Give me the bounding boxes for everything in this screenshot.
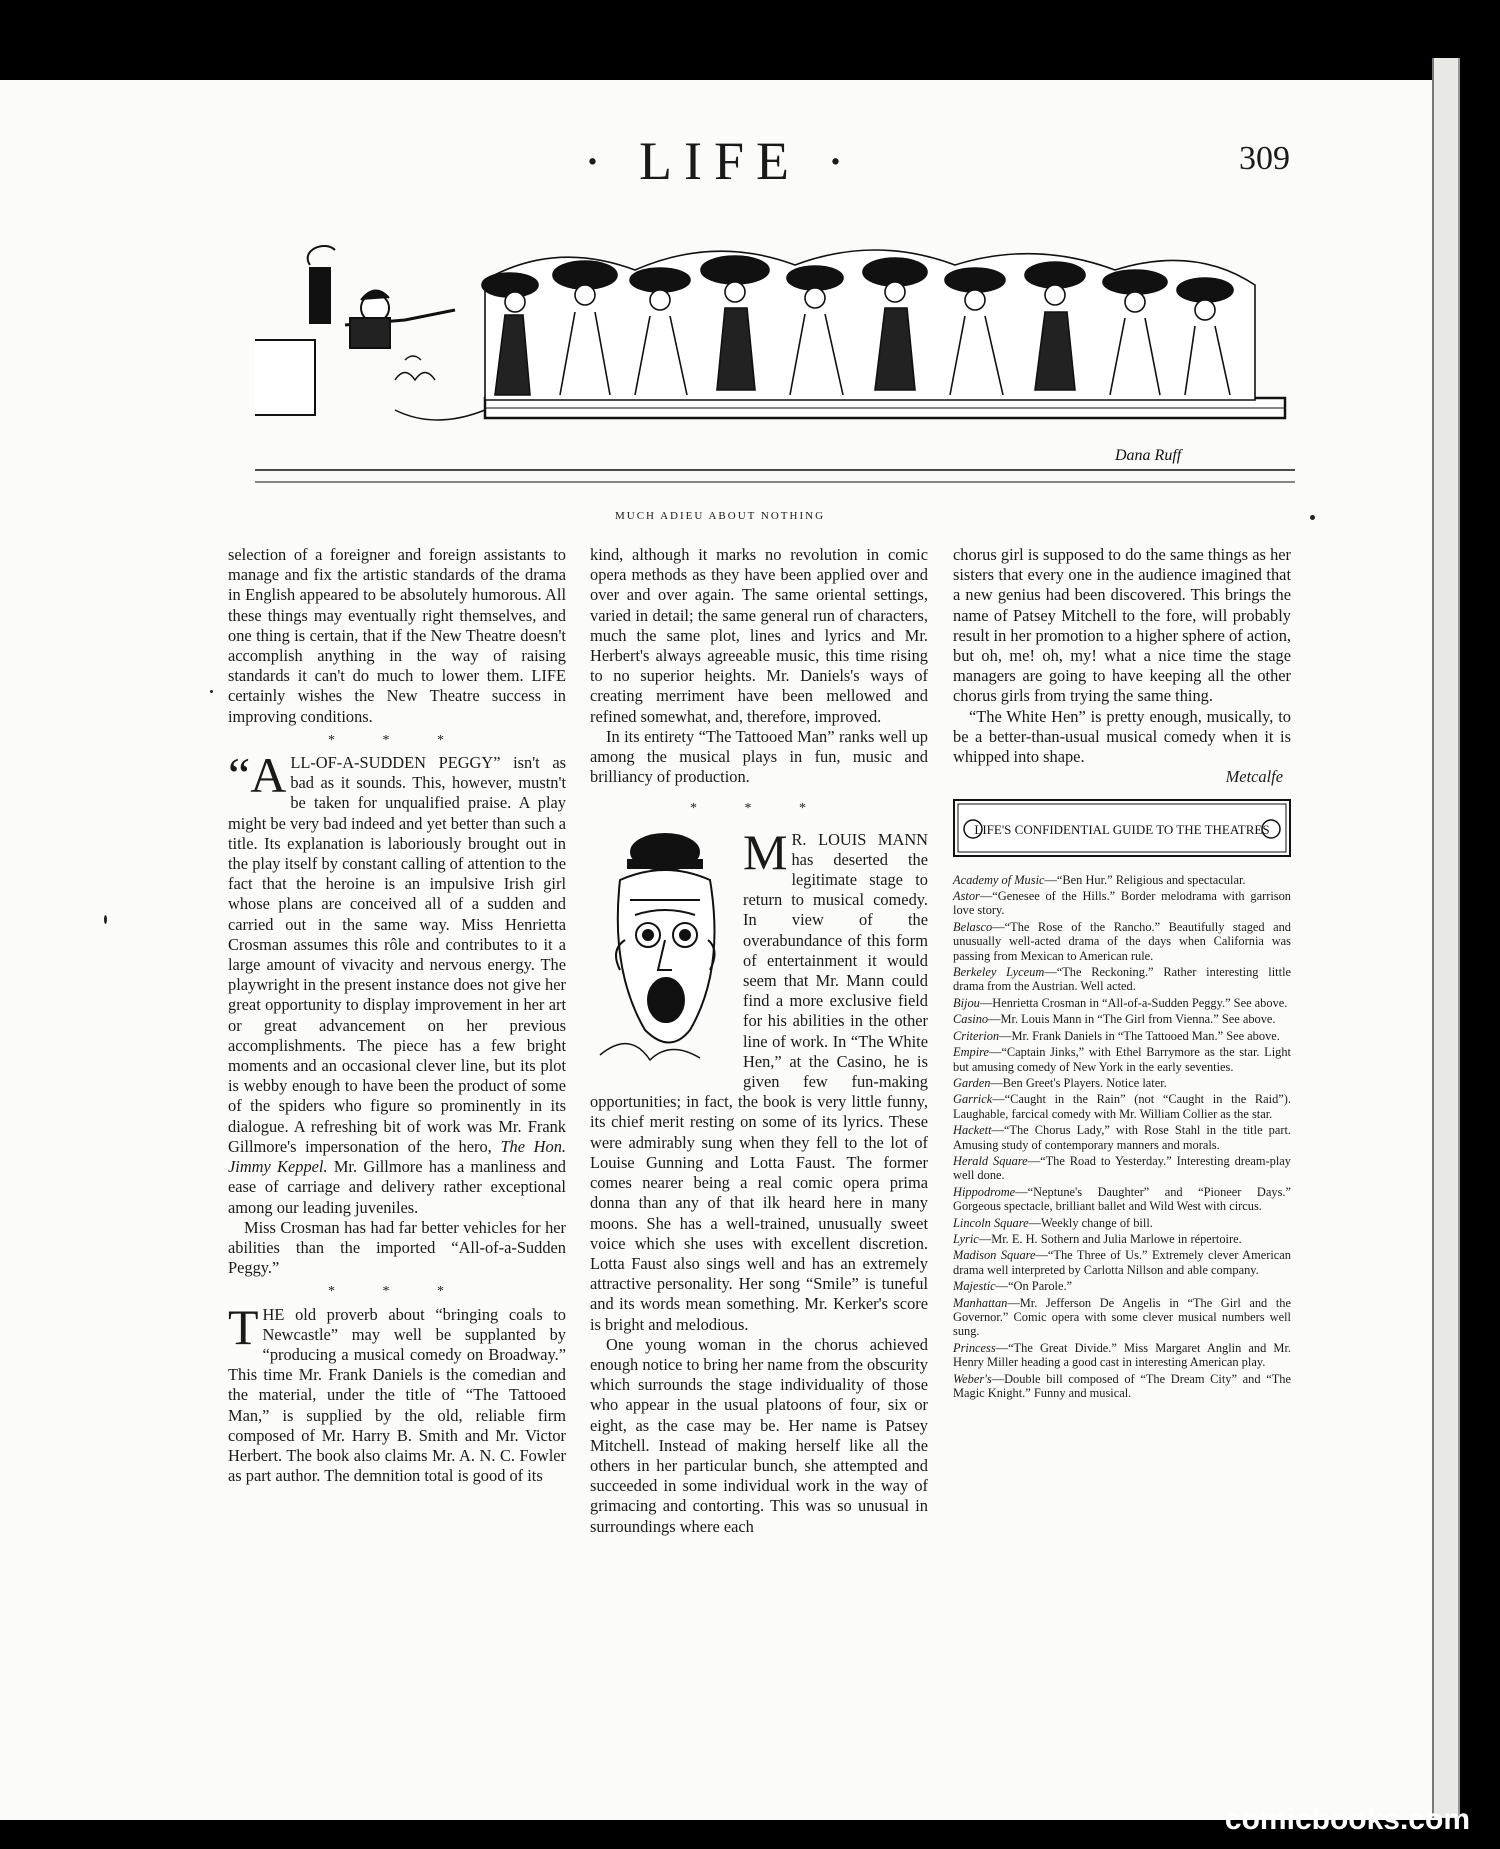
- guide-entry-text: —Mr. Louis Mann in “The Girl from Vienna.” See above.: [988, 1012, 1276, 1027]
- guide-entry: [953, 1092, 1291, 1121]
- guide-theatre-name: Casino: [953, 1012, 989, 1027]
- guide-theatre-name: Hackett: [953, 1123, 992, 1138]
- column-2: [590, 545, 928, 1537]
- guide-entry: [953, 996, 1291, 1010]
- guide-theatre-name: Academy of Music: [953, 872, 1045, 887]
- guide-theatre-name: Criterion: [953, 1028, 1000, 1043]
- illustration-caption: MUCH ADIEU ABOUT NOTHING: [614, 510, 826, 522]
- guide-entry-text: —“Neptune's Daughter” and “Pioneer Days.” Gorgeous spectacle, brilliant ballet and Wild West with circus.: [953, 1184, 1291, 1214]
- paragraph: In its entirety “The Tattooed Man” ranks well up among the musical plays in fun, music and brilliancy of production.: [590, 726, 928, 787]
- section-break: * * *: [690, 801, 828, 817]
- guide-entry: [953, 1029, 1291, 1043]
- guide-theatre-name: Bijou: [953, 995, 980, 1010]
- drop-cap: “A: [228, 747, 287, 804]
- page-edge: [1432, 58, 1460, 1818]
- guide-entry-text: —Weekly change of bill.: [1028, 1215, 1153, 1230]
- paragraph: selection of a foreigner and foreign assistants to manage and fix the artistic standards of the drama in English appeared to be absolutely humorous. All these things may eventually right themselves, and one thing is certain, that if the New Theatre doesn't accomplish anything in the way of raising standards it can't do much to lower them. LIFE certainly wishes the New Theatre success in improving conditions.: [228, 545, 566, 726]
- guide-entry-text: —“The Reckoning.” Rather interesting little drama from the Austrian. Well acted.: [953, 965, 1292, 994]
- scan-speck: [104, 915, 107, 924]
- theatre-guide-list: [953, 873, 1291, 1401]
- guide-entry-text: —Mr. Frank Daniels in “The Tattooed Man.” See above.: [999, 1028, 1280, 1043]
- section-break: * * *: [328, 732, 466, 748]
- chorus-girls-illustration: [255, 240, 1295, 505]
- guide-entry-text: —Henrietta Crosman in “All-of-a-Sudden Peggy.” See above.: [979, 995, 1288, 1010]
- column-3: [953, 545, 1291, 1402]
- guide-entry: [953, 1076, 1291, 1090]
- guide-entry: [953, 1216, 1291, 1230]
- scan-speck: [210, 690, 213, 693]
- guide-theatre-name: Manhattan: [953, 1295, 1008, 1310]
- drop-cap: M: [743, 823, 788, 880]
- guide-entry-text: —“Genesee of the Hills.” Border melodrama with garrison love story.: [953, 889, 1291, 918]
- guide-theatre-name: Belasco: [953, 919, 993, 934]
- guide-entry: [953, 1123, 1291, 1152]
- paragraph: [228, 1298, 566, 1487]
- guide-entry: [953, 1296, 1291, 1339]
- guide-theatre-name: Berkeley Lyceum: [953, 965, 1045, 980]
- page-number: 309: [1239, 140, 1290, 177]
- italic-name: The Hon. Jimmy Keppel.: [228, 1136, 566, 1177]
- guide-entry-text: —“The Great Divide.” Miss Margaret Anglin and Mr. Henry Miller heading a good cast in interesting American play.: [953, 1340, 1291, 1370]
- guide-entry: [953, 1372, 1291, 1401]
- drop-cap: T: [228, 1298, 259, 1355]
- paragraph-text: LL-OF-A-SUDDEN PEGGY” isn't as bad as it sounds. This, however, mustn't be taken for unqualified praise. A play might be very bad indeed and yet better than such a title. Its explanation is laboriously brought out in the play itself by constant calling of attention to the fact that the heroine is an impulsive Irish girl whose plans are conceived all of a sudden and carried out in the same way. Miss Henrietta Crosman assumes this rôle and contributes to it a large amount of vivacity and nervous energy. The playwright in the present instance does not give her great opportunity to display improvement in her art or great advancement on her previous accomplishments. The piece has a few bright moments and an occasional clever line, but its plot is webby enough to have been the product of some of the spiders who figure so prominently in its dialogue. A refreshing bit of work was Mr. Frank Gillmore's impersonation of the hero,: [228, 753, 566, 1156]
- guide-theatre-name: Princess: [953, 1340, 996, 1355]
- guide-entry: [953, 920, 1291, 963]
- guide-entry-text: —Mr. E. H. Sothern and Julia Marlowe in répertoire.: [978, 1231, 1242, 1246]
- guide-entry: [953, 1232, 1291, 1246]
- guide-entry: [953, 1045, 1291, 1074]
- guide-entry: [953, 873, 1291, 887]
- guide-entry-text: —“On Parole.”: [995, 1279, 1073, 1294]
- guide-theatre-name: Madison Square: [953, 1248, 1036, 1263]
- guide-title: LIFE'S CONFIDENTIAL GUIDE TO THE THEATRES: [974, 822, 1270, 838]
- louis-mann-caricature: [590, 830, 735, 1070]
- watermark: comicbooks.com: [1224, 1803, 1470, 1836]
- guide-entry-text: —“The Rose of the Rancho.” Beautifully staged and unusually well-acted drama of the days when California was passing from Mexican to American rule.: [953, 919, 1291, 963]
- guide-theatre-name: Garrick: [953, 1092, 993, 1107]
- paragraph: One young woman in the chorus achieved enough notice to bring her name from the obscurity which surrounds the stage individuality of those who appear in the usual platoons of four, six or eight, as the case may be. Her name is Patsey Mitchell. Instead of making herself like all the others in her particular bunch, she attempted and succeeded in some individual work in the way of grimacing and contorting. This was so unusual in surroundings where each: [590, 1334, 928, 1536]
- guide-theatre-name: Weber's: [953, 1371, 992, 1386]
- guide-entry-text: —“Captain Jinks,” with Ethel Barrymore as the star. Light but amusing comedy of New York in the early seventies.: [953, 1045, 1291, 1074]
- guide-entry: [953, 1279, 1291, 1293]
- author-signature: Metcalfe: [1225, 767, 1283, 787]
- guide-entry-text: —Double bill composed of “The Dream City” and “The Magic Knight.” Funny and musical.: [953, 1371, 1291, 1401]
- guide-theatre-name: Astor: [953, 889, 980, 904]
- guide-entry: [953, 889, 1291, 918]
- paragraph-text: R. LOUIS MANN has deserted the legitimate stage to return to musical comedy. In view of the overabundance of this form of entertainment it would seem that Mr. Mann could find a more exclusive field for his abilities in the other line of work. In “The White Hen,” at the Casino, he is given few fun-making opportunities; in fact, the book is very little funny, its chief merit resting on some of its lyrics. These were admirably sung when they fell to the lot of Louise Gunning and Lotta Faust. The former comes nearer being a real comic opera prima donna than any of that ilk heard here in many moons. She has a well-trained, unusually sweet voice which she uses with excellent discretion. Lotta Faust also sings well and has an extremely attractive personality. Her song “Smile” is tuneful and its words mean something. Mr. Kerker's score is bright and melodious.: [590, 829, 928, 1334]
- paragraph-text: Mr. Gillmore has a manliness and ease of carriage and delivery rather exceptional among our leading juveniles.: [228, 1157, 566, 1217]
- guide-entry-text: —“Ben Hur.” Religious and spectacular.: [1044, 872, 1246, 887]
- guide-entry-text: —Ben Greet's Players. Notice later.: [990, 1075, 1167, 1090]
- guide-theatre-name: Herald Square: [953, 1153, 1028, 1168]
- paragraph-text: HE old proverb about “bringing coals to Newcastle” may well be supplanted by “producing a musical comedy on Broadway.” This time Mr. Frank Daniels is the comedian and the material, under the title of “The Tattooed Man,” is supplied by the old, reliable firm composed of Mr. Harry B. Smith and Mr. Victor Herbert. The book also claims Mr. A. N. C. Fowler as part author. The demnition total is good of its: [228, 1304, 566, 1486]
- guide-entry-text: —“The Three of Us.” Extremely clever American drama well interpreted by Carlotta Nillson and able company.: [953, 1248, 1292, 1277]
- guide-entry: [953, 1185, 1291, 1214]
- masthead: · LIFE ·: [583, 131, 857, 191]
- theatre-guide-banner: [953, 799, 1291, 857]
- guide-entry: [953, 1012, 1291, 1026]
- guide-entry: [953, 1341, 1291, 1370]
- guide-entry: [953, 1154, 1291, 1183]
- guide-entry: [953, 1248, 1291, 1277]
- paragraph: “The White Hen” is pretty enough, musically, to be a better-than-usual musical comedy when it is whipped into shape.: [953, 706, 1291, 767]
- guide-theatre-name: Hippodrome: [953, 1184, 1016, 1199]
- paragraph: [228, 747, 566, 1218]
- guide-theatre-name: Lincoln Square: [953, 1215, 1029, 1230]
- guide-entry-text: —“Caught in the Rain” (not “Caught in the Raid”). Laughable, farcical comedy with Mr. William Collier as the star.: [953, 1092, 1291, 1121]
- guide-entry-text: —“The Road to Yesterday.” Interesting dream-play well done.: [953, 1153, 1291, 1183]
- guide-theatre-name: Lyric: [953, 1231, 979, 1246]
- guide-entry-text: —Mr. Jefferson De Angelis in “The Girl and the Governor.” Comic opera with some clever musical numbers well sung.: [953, 1295, 1291, 1339]
- paragraph: chorus girl is supposed to do the same things as her sisters that every one in the audience imagined that a new genius had been discovered. This brings the name of Patsey Mitchell to the fore, will probably result in her promotion to a higher sphere of action, but oh, me! oh, my! what a nice time the stage managers are going to have keeping all the other chorus girls from trying the same thing.: [953, 545, 1291, 706]
- paragraph: kind, although it marks no revolution in comic opera methods as they have been applied over and over and over again. The same oriental settings, varied in detail; the same general run of characters, much the same plot, lines and lyrics and Mr. Herbert's always agreeable music, this time rising to no superior heights. Mr. Daniels's ways of creating merriment have been mellowed and refined somewhat, and, therefore, improved.: [590, 545, 928, 726]
- paragraph: Miss Crosman has had far better vehicles for her abilities than the imported “All-of-a-Sudden Peggy.”: [228, 1217, 566, 1278]
- guide-theatre-name: Empire: [953, 1045, 990, 1060]
- guide-entry: [953, 965, 1291, 994]
- guide-theatre-name: Majestic: [953, 1279, 996, 1294]
- column-1: [228, 545, 566, 1486]
- section-break: * * *: [328, 1284, 466, 1300]
- guide-entry-text: —“The Chorus Lady,” with Rose Stahl in the title part. Amusing study of contemporary manners and morals.: [953, 1123, 1291, 1152]
- illustration-signature: Dana Ruff: [1115, 447, 1182, 464]
- guide-theatre-name: Garden: [953, 1075, 991, 1090]
